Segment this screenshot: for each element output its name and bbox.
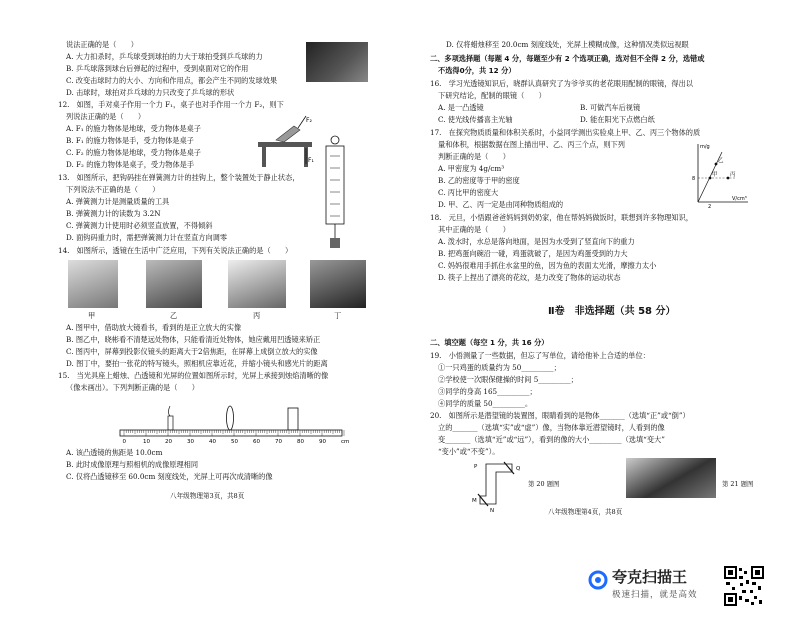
q14-option-c: C. 图丙中，屏幕到投影仪镜头的距离大于2倍焦距，在屏幕上成倒立放大的实像	[66, 347, 318, 356]
section-fill-title: 二、填空题（每空 1 分，共 16 分）	[430, 338, 549, 347]
q17-option-a: A. 甲密度为 4g/cm³	[438, 164, 505, 173]
q16-option-d: D. 能在阳光下点燃白纸	[580, 115, 655, 124]
q19-item-3: ③同学的身高 165_________；	[438, 387, 537, 396]
projector-photo	[228, 260, 286, 308]
ping-pong-photo	[306, 42, 368, 82]
q12-option-a: A. F₁ 的施力物体是地球，受力物体是桌子	[66, 124, 201, 133]
scanner-slogan: 极速扫描，就是高效	[612, 590, 698, 600]
q16-option-a: A. 是一凸透镜	[438, 103, 484, 112]
q12-option-c: C. F₂ 的施力物体是地球，受力物体是桌子	[66, 148, 201, 157]
qr-code-icon	[724, 566, 764, 606]
point-bing: 丙	[730, 172, 736, 178]
q16-option-c: C. 使光线传播喜主光轴	[438, 115, 513, 124]
graph-ytick: 8	[692, 176, 696, 182]
label-m: M	[472, 498, 477, 504]
camera-photo	[310, 260, 366, 308]
caption-jia: 甲	[88, 311, 96, 320]
q17-stem-1: 17. 在探究物质质量和体积关系时，小益同学测出实验桌上甲、乙、丙三个物体的质	[430, 128, 701, 137]
ruler-tick-label: cm	[341, 439, 350, 444]
q20-line-2: 立的_______（选填“实”或“虚”）像，当物体靠近潜望镜时，人看到的像	[438, 423, 665, 432]
q15-option-c: C. 仅将凸透镜移至 60.0cm 刻度线处，光屏上可再次成清晰的像	[66, 472, 273, 481]
point-yi: 乙	[718, 158, 724, 164]
q19-item-2: ②学校使一次眼保健操的时间 5_________；	[438, 375, 578, 384]
graph-ylabel: m/g	[700, 144, 710, 150]
part-two-title: Ⅱ卷 非选择题（共 58 分）	[548, 306, 676, 317]
ruler-tick-label: 30	[187, 439, 194, 444]
right-footer: 八年级物理第4页，共8页	[548, 508, 623, 516]
caption-yi: 乙	[170, 311, 178, 320]
q14-option-d: D. 图丁中，要拍一张花的特写镜头，照相机应靠近花，并缩小镜头和感光片的距离	[66, 359, 328, 368]
q13-option-d: D. 面钩码重力时，需把弹簧测力计在竖直方向调零	[66, 233, 228, 242]
ruler-tick-label: 40	[209, 439, 216, 444]
periscope-figure	[472, 458, 532, 514]
q13-stem-2: 下列说法不正确的是（ ）	[66, 185, 160, 194]
fig-20-caption: 第 20 题图	[528, 480, 560, 488]
q12-option-d: D. F₂ 的施力物体是桌子，受力物体是手	[66, 160, 195, 169]
left-page	[58, 0, 390, 618]
q14-option-b: B. 图乙中，晓彬看不清楚远处物体，只能看清近处物体，她应戴用凹透镜来矫正	[66, 335, 321, 344]
q17-option-d: D. 甲、乙、丙一定是由同种物质组成的	[438, 200, 564, 209]
q12-stem-2: 列说法正确的是（ ）	[66, 112, 146, 121]
q17-stem-2: 量和体积，根据数据在图上描出甲、乙、丙三个点，则下列	[438, 140, 625, 149]
q13-option-c: C. 弹簧测力计使用时必须竖直放置，不得倾斜	[66, 221, 213, 230]
graph-xlabel: V/cm³	[732, 196, 747, 202]
hand-table-figure	[254, 114, 316, 170]
eye-exam-photo	[146, 260, 202, 308]
ruler-tick-label: 50	[231, 439, 238, 444]
ruler-tick-label: 10	[143, 439, 150, 444]
q13-stem-1: 13. 如图所示，把钩码挂在弹簧测力计的挂钩上，整个装置处于静止状态，	[58, 173, 300, 182]
q18-option-b: B. 把鸡蛋向碗沿一碰，鸡蛋就破了，是因为鸡蛋受到的力大	[438, 249, 628, 258]
q11-option-c: C. 改变击球时力的大小、方向和作用点，都会产生不同的发球效果	[66, 76, 278, 85]
right-page	[430, 0, 760, 618]
q19-item-4: ④同学的质量 50_________。	[438, 399, 533, 408]
q16-stem-1: 16. 学习光透镜知识后，晓群认真研究了为爷爷买的老花眼用配制的眼镜，得出以	[430, 79, 693, 88]
q11-option-d: D. 击球时，球拍对乒乓球的力只改变了乒乓球的形状	[66, 88, 235, 97]
q15-stem-2: （像未画出）。下列判断正确的是（ ）	[66, 383, 199, 392]
q11-option-a: A. 大力扣杀时，乒乓球受到球拍的力大于球拍受到乒乓球的力	[66, 52, 263, 61]
q17-stem-3: 判断正确的是（ ）	[438, 152, 510, 161]
q15-stem-1: 15. 当光具座上蜡烛、凸透镜和光屏的位置如图所示时，光屏上承接到烛焰清晰的像	[58, 371, 329, 380]
fig-21-caption: 第 21 题图	[722, 480, 754, 488]
label-q: Q	[516, 466, 521, 472]
section-multi-choice-title: 二、多项选择题（每题 4 分，每题至少有 2 个选项正确，选对但不全得 2 分，选错或	[430, 54, 705, 63]
q18-option-c: C. 妈妈很难用手抓住水盆里的鱼，因为鱼的表面太光滑，摩擦力太小	[438, 261, 657, 270]
q15-option-b: B. 此时成像原理与照相机的成像原理相同	[66, 460, 199, 469]
graph-xtick: 2	[708, 204, 712, 208]
label-n: N	[490, 508, 495, 514]
magnifier-photo	[68, 260, 118, 308]
q15-option-a: A. 该凸透镜的焦距是 10.0cm	[66, 448, 163, 457]
ruler-tick-label: 70	[275, 439, 282, 444]
section-multi-choice-title-2: 不选得0分，共 12 分）	[438, 66, 516, 75]
ruler-tick-label: 80	[297, 439, 304, 444]
svg-text:F₂: F₂	[306, 117, 312, 124]
q13-option-a: A. 弹簧测力计是测量质量的工具	[66, 197, 170, 206]
q13-option-b: B. 弹簧测力计的读数为 3.2N	[66, 209, 161, 218]
scanner-brand: 夸克扫描王	[612, 568, 688, 586]
q15-option-d: D. 仅将蜡烛移至 20.0cm 刻度线处，光屏上模糊成像，这种情况类似远视眼	[446, 40, 689, 49]
spring-scale-figure	[320, 134, 350, 252]
scanner-watermark	[586, 564, 786, 608]
shoe-photo	[626, 458, 716, 498]
left-footer: 八年级物理第3页，共8页	[170, 492, 245, 500]
ruler-tick-label: 0	[122, 439, 126, 444]
optical-bench-figure	[118, 396, 362, 444]
q20-line-3: 变_______（选填“近”或“远”），看到的像的大小_________（选填“变大”	[438, 435, 665, 444]
q14-option-a: A. 图甲中，借助放大镜看书，看到的是正立放大的实像	[66, 323, 242, 332]
caption-bing: 丙	[253, 311, 261, 320]
scanner-logo-icon	[588, 570, 608, 590]
q11-option-b: B. 乒乓球落到球台后弹起的过程中，受到桌面对它的作用	[66, 64, 249, 73]
label-p: P	[474, 464, 478, 470]
q20-line-1: 20. 如图所示是潜望镜的装置图，眼睛看到的是物体_______（选填“正”或“倒”）	[430, 411, 690, 420]
caption-ding: 丁	[334, 311, 342, 320]
q14-stem: 14. 如图所示，透镜在生活中广泛应用，下列有关说法正确的是（ ）	[58, 246, 293, 255]
q17-option-b: B. 乙的密度等于甲的密度	[438, 176, 520, 185]
q18-option-a: A. 泼水时，水总是落向地面，是因为水受到了竖直向下的重力	[438, 237, 635, 246]
ruler-tick-label: 20	[165, 439, 172, 444]
mass-volume-graph	[692, 140, 752, 208]
ruler-tick-label: 90	[319, 439, 326, 444]
q12-option-b: B. F₁ 的施力物体是手，受力物体是桌子	[66, 136, 194, 145]
q16-stem-2: 下研究结论，配制的眼镜（ ）	[438, 91, 546, 100]
q12-stem-1: 12. 如图，手对桌子作用一个力 F₁，桌子也对手作用一个力 F₂，则下	[58, 100, 284, 109]
q20-line-4: “变小”或“不变”）。	[438, 447, 500, 456]
q18-stem-2: 其中正确的是（ ）	[438, 225, 510, 234]
q19-stem: 19. 小悟测量了一些数据，但忘了写单位，请给他补上合适的单位：	[430, 351, 650, 360]
ruler-tick-label: 60	[253, 439, 260, 444]
q19-item-1: ①一只鸡蛋的质量约为 50_________；	[438, 363, 561, 372]
q16-option-b: B. 可做汽车后视镜	[580, 103, 641, 112]
q18-stem-1: 18. 元旦，小悟跟爸爸妈妈到奶奶家，他在帮妈妈做饭时，联想到许多物理知识，	[430, 213, 693, 222]
q18-option-d: D. 筷子上捏出了漂亮的花纹，是力改变了物体的运动状态	[438, 273, 621, 282]
svg-text:F₁: F₁	[308, 157, 314, 164]
q17-option-c: C. 丙比甲的密度大	[438, 188, 499, 197]
point-jia: 甲	[712, 172, 718, 178]
q11-stem: 说法正确的是（ ）	[66, 40, 138, 49]
